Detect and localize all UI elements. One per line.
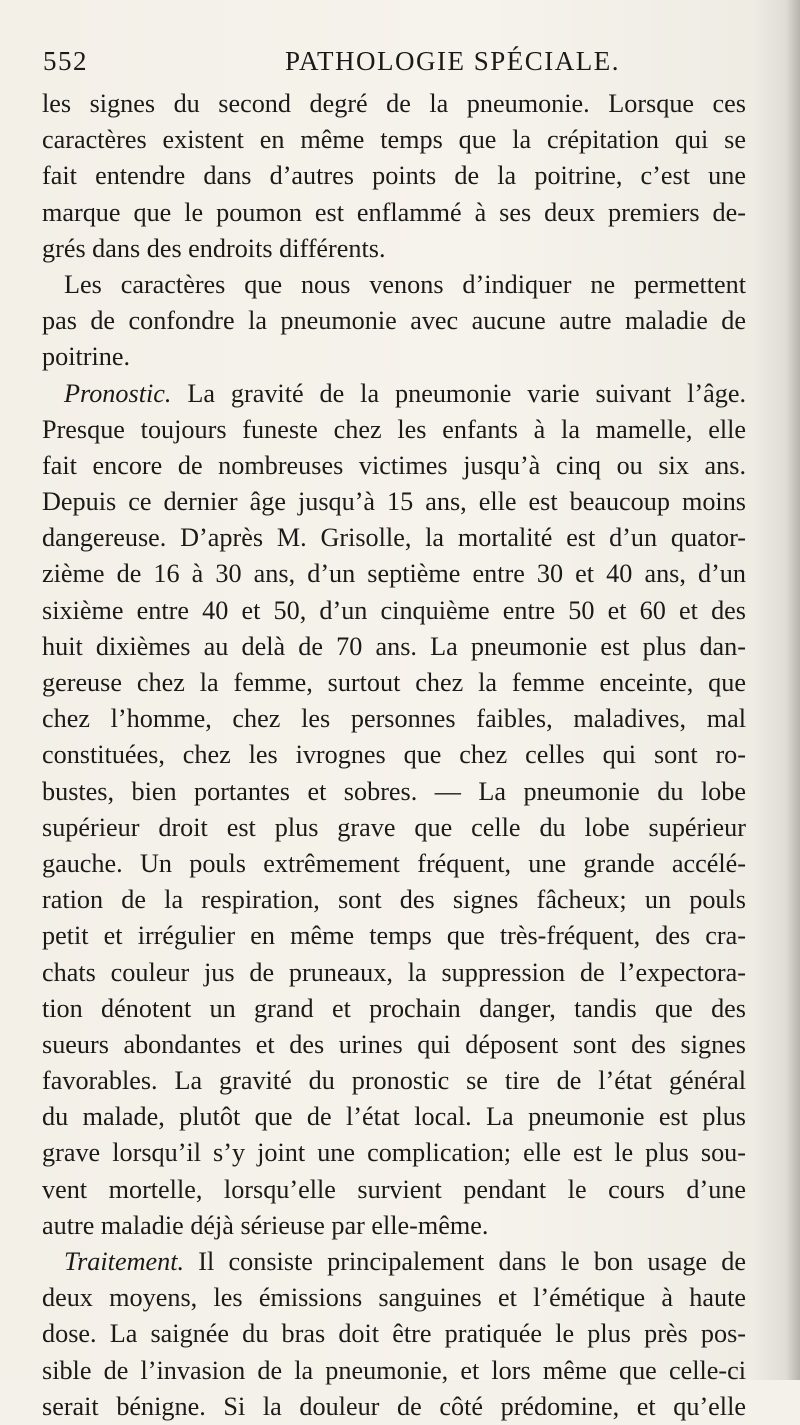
text-line: grés dans des endroits différents. [42, 233, 386, 263]
text-line: supérieur droit est plus grave que celle du lobe supérieur [42, 812, 746, 842]
text-line: grave lorsqu’il s’y joint une complication; elle est le plus sou- [42, 1138, 746, 1168]
text-line: deux moyens, les émissions sanguines et l’émétique à haute [42, 1283, 746, 1313]
text-line: marque que le poumon est enflammé à ses deux premiers de- [42, 197, 746, 227]
pronostic-heading: Pronostic. [64, 378, 172, 408]
text-line: zième de 16 à 30 ans, d’un septième entre 30 et 40 ans, d’un [42, 559, 746, 589]
text-line: chez l’homme, chez les personnes faibles, maladives, mal [42, 704, 746, 734]
text-line: serait bénigne. Si la douleur de côté prédomine, et qu’elle [42, 1391, 746, 1421]
text-line: fait entendre dans d’autres points de la poitrine, c’est une [42, 161, 746, 191]
text-line: Depuis ce dernier âge jusqu’à 15 ans, elle est beaucoup moins [42, 487, 746, 517]
text-line: tion dénotent un grand et prochain danger, tandis que des [42, 993, 746, 1023]
page-header [43, 46, 745, 78]
text-line: Les caractères que nous venons d’indiquer ne permettent [64, 269, 746, 299]
text-line: autre maladie déjà sérieuse par elle-même. [42, 1210, 489, 1240]
body-text [42, 86, 746, 1425]
text-line: huit dixièmes au delà de 70 ans. La pneumonie est plus dan- [42, 631, 746, 661]
text-line: gauche. Un pouls extrêmement fréquent, une grande accélé- [42, 848, 746, 878]
text-line: sible de l’invasion de la pneumonie, et lors même que celle-ci [42, 1355, 746, 1385]
text-line: favorables. La gravité du pronostic se tire de l’état général [42, 1066, 746, 1096]
text-line: constituées, chez les ivrognes que chez celles qui sont ro- [42, 740, 746, 770]
text-line-traitement [42, 1244, 746, 1280]
text-line: petit et irrégulier en même temps que très-fréquent, des cra- [42, 921, 746, 951]
text-line: ration de la respiration, sont des signes fâcheux; un pouls [42, 885, 746, 915]
text-line: vent mortelle, lorsqu’elle survient pendant le cours d’une [42, 1174, 746, 1204]
text-line-content: La gravité de la pneumonie varie suivant l’âge. [187, 378, 746, 408]
text-line: bustes, bien portantes et sobres. — La pneumonie du lobe [42, 776, 746, 806]
text-line: poitrine. [42, 342, 130, 372]
running-title: PATHOLOGIE SPÉCIALE. [285, 46, 621, 76]
text-line: dose. La saignée du bras doit être pratiquée le plus près pos- [42, 1319, 746, 1349]
text-line: fait encore de nombreuses victimes jusqu’à cinq ou six ans. [42, 450, 746, 480]
text-line: sueurs abondantes et des urines qui déposent sont des signes [42, 1029, 746, 1059]
text-line: gereuse chez la femme, surtout chez la femme enceinte, que [42, 668, 746, 697]
text-line-pronostic [42, 376, 746, 412]
text-line: dangereuse. D’après M. Grisolle, la mortalité est d’un quator- [42, 523, 746, 553]
text-line-content: Il consiste principalement dans le bon usage de [198, 1247, 746, 1276]
page-number: 552 [43, 46, 88, 76]
text-line: chats couleur jus de pruneaux, la suppression de l’expectora- [42, 957, 746, 987]
text-line: Presque toujours funeste chez les enfants à la mamelle, elle [42, 414, 746, 444]
page-edge-shadow [786, 0, 800, 1380]
text-line: du malade, plutôt que de l’état local. La pneumonie est plus [42, 1102, 746, 1132]
text-line: sixième entre 40 et 50, d’un cinquième entre 50 et 60 et des [42, 595, 746, 625]
traitement-heading: Traitement. [64, 1247, 185, 1276]
text-line: les signes du second degré de la pneumonie. Lorsque ces [42, 89, 746, 118]
text-line: caractères existent en même temps que la crépitation qui se [42, 125, 746, 155]
text-line: pas de confondre la pneumonie avec aucune autre maladie de [42, 306, 746, 336]
